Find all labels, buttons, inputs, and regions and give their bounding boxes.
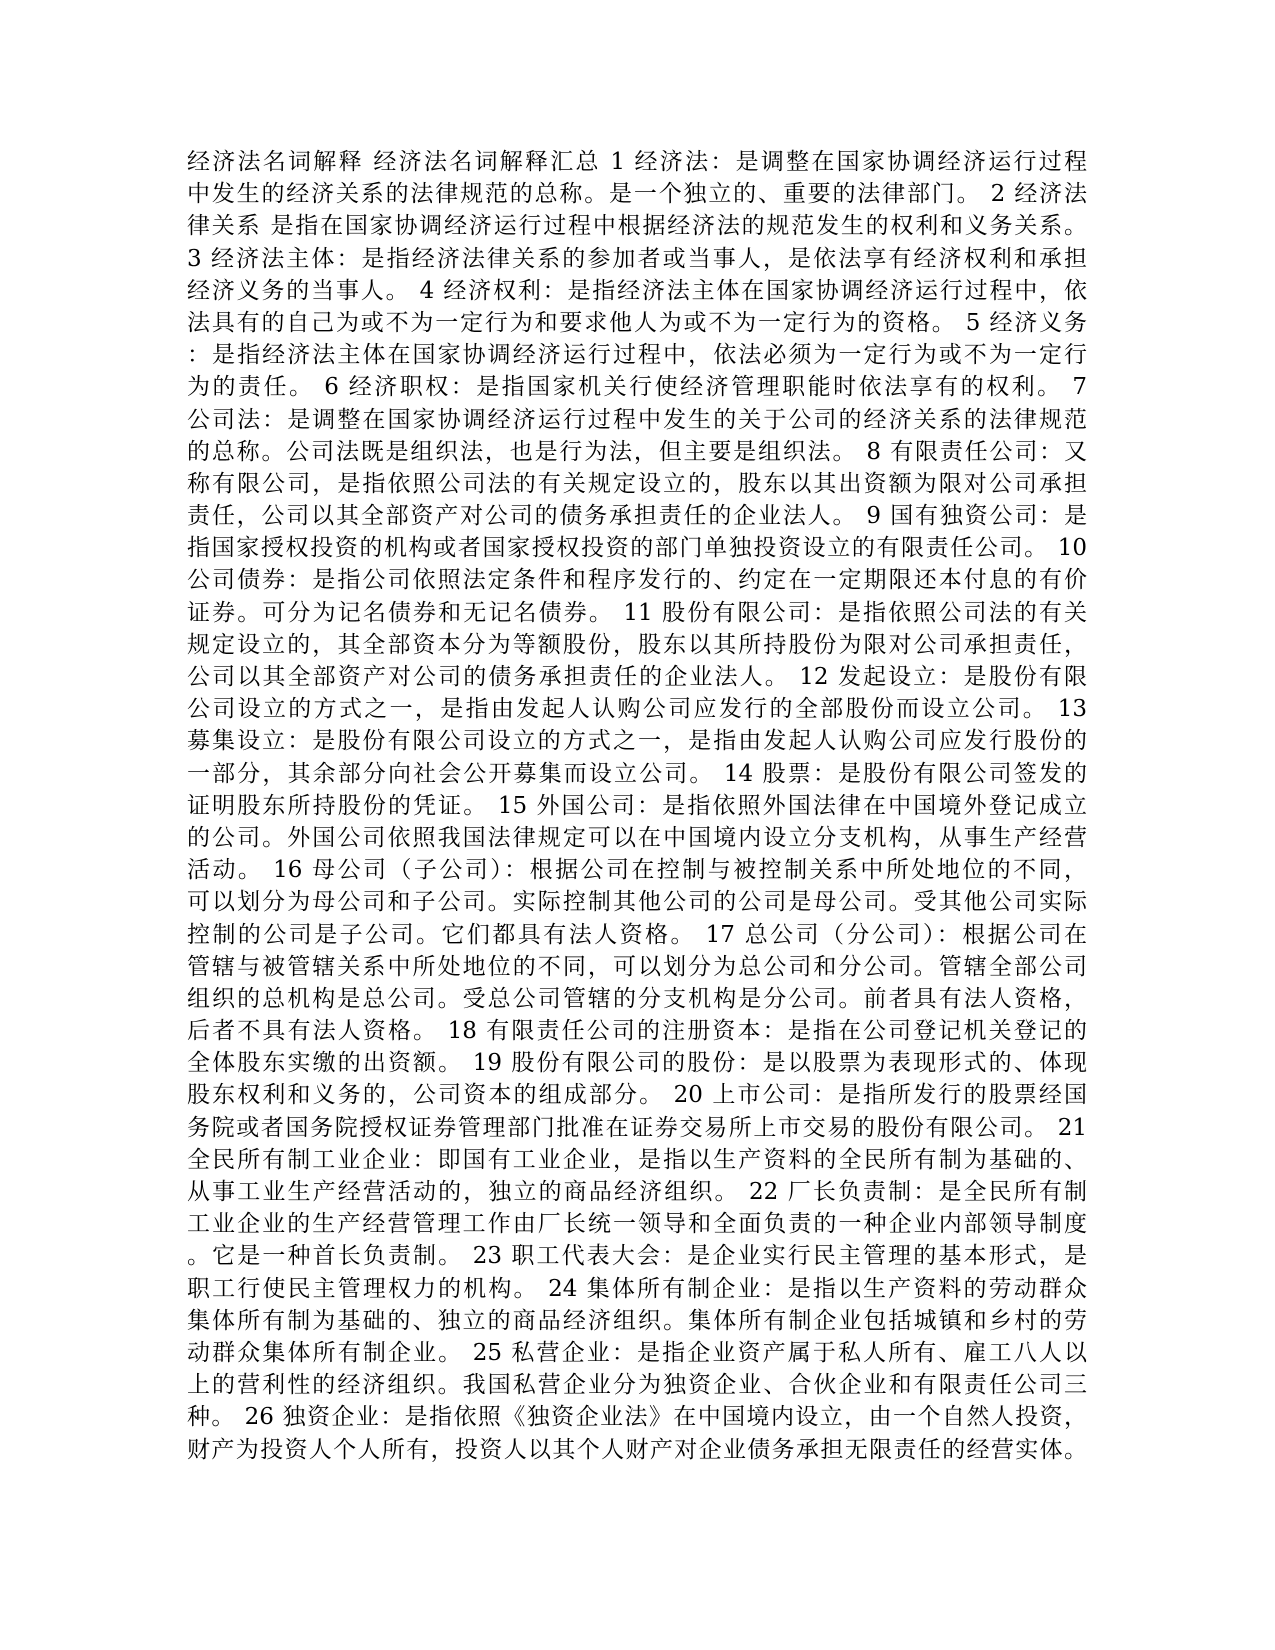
text-line: 。它是一种首长负责制。 23 职工代表大会：是企业实行民主管理的基本形式，是 [187,1243,1087,1270]
text-line: 公司法：是调整在国家协调经济运行过程中发生的关于公司的经济关系的法律规范 [187,406,1087,433]
text-line: 证明股东所持股份的凭证。 15 外国公司：是指依照外国法律在中国境外登记成立 [187,792,1087,819]
text-line: 为的责任。 6 经济职权：是指国家机关行使经济管理职能时依法享有的权利。 7 [187,374,1087,401]
text-line: 经济法名词解释 经济法名词解释汇总 1 经济法：是调整在国家协调经济运行过程 [187,149,1087,175]
text-line: 股东权利和义务的，公司资本的组成部分。 20 上市公司：是指所发行的股票经国 [187,1082,1087,1109]
text-line: 公司以其全部资产对公司的债务承担责任的企业法人。 12 发起设立：是股份有限 [187,664,1087,690]
text-line: 工业企业的生产经营管理工作由厂长统一领导和全面负责的一种企业内部领导制度 [187,1211,1087,1238]
text-line: 称有限公司，是指依照公司法的有关规定设立的，股东以其出资额为限对公司承担 [187,470,1087,497]
text-line: 3 经济法主体：是指经济法律关系的参加者或当事人，是依法享有经济权利和承担 [187,245,1087,272]
text-line: 从事工业生产经营活动的，独立的商品经济组织。 22 厂长负责制：是全民所有制 [187,1179,1087,1205]
text-line: 证券。可分为记名债券和无记名债券。 11 股份有限公司：是指依照公司法的有关 [187,599,1087,626]
text-line: 上的营利性的经济组织。我国私营企业分为独资企业、合伙企业和有限责任公司三 [187,1372,1087,1399]
text-line: 控制的公司是子公司。它们都具有法人资格。 17 总公司（分公司）：根据公司在 [187,921,1087,948]
text-line: 一部分，其余部分向社会公开募集而设立公司。 14 股票：是股份有限公司签发的 [187,760,1087,787]
text-line: 责任，公司以其全部资产对公司的债务承担责任的企业法人。 9 国有独资公司：是 [187,503,1087,530]
document-body [187,146,1087,1466]
text-line: 动群众集体所有制企业。 25 私营企业：是指企业资产属于私人所有、雇工八人以 [187,1339,1087,1366]
text-line: 募集设立：是股份有限公司设立的方式之一，是指由发起人认购公司应发行股份的 [187,728,1087,755]
text-line: 种。 26 独资企业：是指依照《独资企业法》在中国境内设立，由一个自然人投资， [187,1404,1087,1431]
text-line: 财产为投资人个人所有，投资人以其个人财产对企业债务承担无限责任的经营实体。 [187,1436,1087,1463]
text-line: 中发生的经济关系的法律规范的总称。是一个独立的、重要的法律部门。 2 经济法 [187,181,1087,208]
text-line: 务院或者国务院授权证券管理部门批准在证券交易所上市交易的股份有限公司。 21 [187,1114,1087,1141]
text-line: 集体所有制为基础的、独立的商品经济组织。集体所有制企业包括城镇和乡村的劳 [187,1307,1087,1334]
text-line: 后者不具有法人资格。 18 有限责任公司的注册资本：是指在公司登记机关登记的 [187,1018,1087,1045]
text-line: 管辖与被管辖关系中所处地位的不同，可以划分为总公司和分公司。管辖全部公司 [187,953,1087,980]
text-line: 可以划分为母公司和子公司。实际控制其他公司的公司是母公司。受其他公司实际 [187,889,1087,916]
text-line: 指国家授权投资的机构或者国家授权投资的部门单独投资设立的有限责任公司。 10 [187,535,1087,562]
text-line: 律关系 是指在国家协调经济运行过程中根据经济法的规范发生的权利和义务关系。 [187,213,1087,240]
text-line: 规定设立的，其全部资本分为等额股份，股东以其所持股份为限对公司承担责任， [187,631,1087,658]
text-line: ：是指经济法主体在国家协调经济运行过程中，依法必须为一定行为或不为一定行 [187,342,1087,369]
text-line: 法具有的自己为或不为一定行为和要求他人为或不为一定行为的资格。 5 经济义务 [187,309,1087,336]
text-line: 的公司。外国公司依照我国法律规定可以在中国境内设立分支机构，从事生产经营 [187,824,1087,851]
text-line: 的总称。公司法既是组织法，也是行为法，但主要是组织法。 8 有限责任公司：又 [187,438,1087,465]
text-line: 职工行使民主管理权力的机构。 24 集体所有制企业：是指以生产资料的劳动群众 [187,1275,1087,1302]
text-line: 经济义务的当事人。 4 经济权利：是指经济法主体在国家协调经济运行过程中，依 [187,277,1087,304]
text-line: 公司设立的方式之一，是指由发起人认购公司应发行的全部股份而设立公司。 13 [187,696,1087,723]
text-line: 组织的总机构是总公司。受总公司管辖的分支机构是分公司。前者具有法人资格， [187,985,1087,1012]
text-line: 全民所有制工业企业：即国有工业企业，是指以生产资料的全民所有制为基础的、 [187,1146,1087,1173]
text-line: 全体股东实缴的出资额。 19 股份有限公司的股份：是以股票为表现形式的、体现 [187,1050,1087,1077]
text-line: 活动。 16 母公司（子公司）：根据公司在控制与被控制关系中所处地位的不同， [187,857,1087,884]
text-line: 公司债券：是指公司依照法定条件和程序发行的、约定在一定期限还本付息的有价 [187,567,1087,594]
